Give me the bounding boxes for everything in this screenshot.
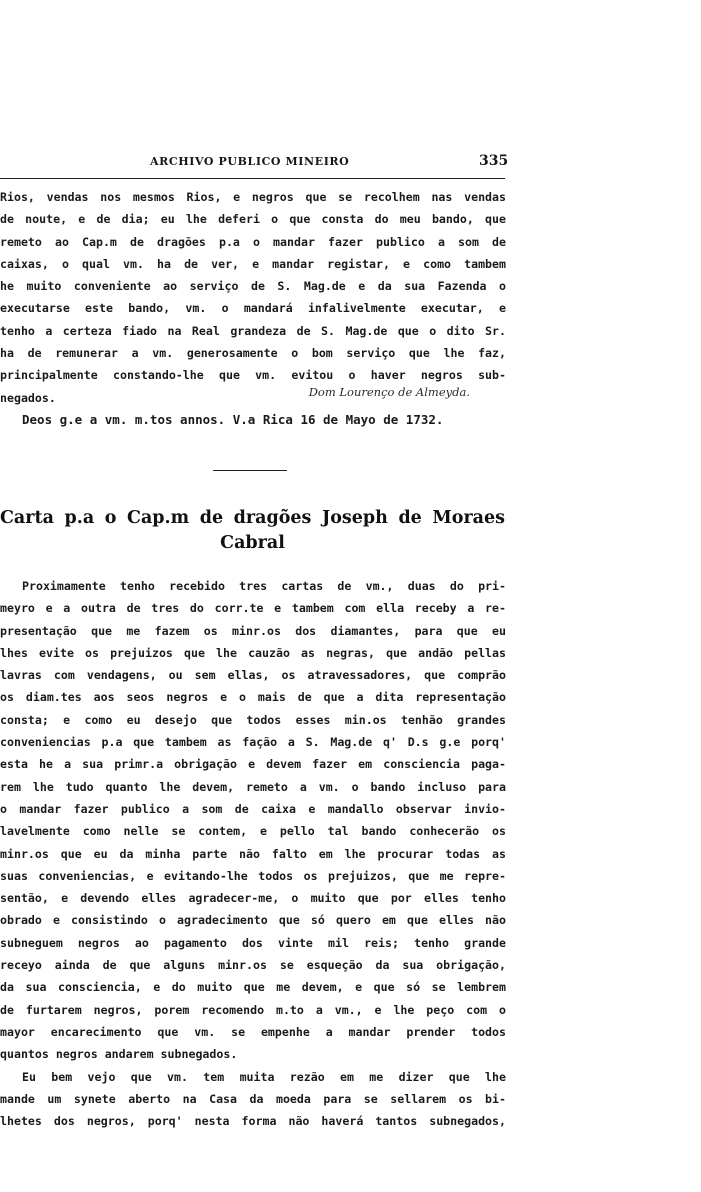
text-line: Eu bem vejo que vm. tem muita rezão em me dizer que lhe (22, 1069, 506, 1084)
text-line: meyro e a outra de tres do corr.te e tambem com ella receby a re- (0, 601, 506, 616)
text-line: o mandar fazer publico a som de caixa e mandallo observar invio- (0, 801, 506, 816)
text-line: Proximamente tenho recebido tres cartas de vm., duas do pri- (22, 579, 506, 593)
text-line: Rios, vendas nos mesmos Rios, e negros que se recolhem nas vendas (0, 190, 506, 204)
text-line: esta he a sua primr.a obrigação e devem fazer em consciencia paga- (0, 757, 506, 772)
text-line: ha de remunerar a vm. generosamente o bom serviço que lhe faz, (0, 346, 506, 361)
text-line: quantos negros andarem subnegados. (0, 1047, 238, 1062)
text-line: conveniencias p.a que tambem as fação a S. Mag.de q' D.s g.e porq' (0, 735, 506, 750)
text-line: he muito conveniente ao serviço de S. Mag.de e da sua Fazenda o (0, 279, 506, 294)
text-line: executarse este bando, vm. o mandará infalivelmente executar, e (0, 301, 506, 316)
text-line: lhes evite os prejuizos que lhe cauzão as negras, que andão pellas (0, 645, 506, 660)
text-line: lavelmente como nelle se contem, e pello tal bando conhecerão os (0, 824, 506, 839)
text-line: obrado e consistindo o agradecimento que só quero em que elles não (0, 913, 506, 928)
letter-heading-line-2: Cabral (220, 533, 285, 553)
page-number: 335 (479, 153, 509, 169)
signature: Dom Lourenço de Almeyda. (308, 385, 470, 399)
header-rule (0, 178, 505, 179)
text-line: tenho a certeza fiado na Real grandeza de S. Mag.de que o dito Sr. (0, 323, 506, 338)
text-line: suas conveniencias, e evitando-lhe todos os prejuizos, que me repre- (0, 868, 506, 883)
text-line: da sua consciencia, e do muito que me devem, e que só se lembrem (0, 980, 506, 995)
text-line: de furtarem negros, porem recomendo m.to a vm., e lhe peço com o (0, 1002, 506, 1017)
text-line: rem lhe tudo quanto lhe devem, remeto a vm. o bando incluso para (0, 779, 506, 794)
running-head (0, 153, 509, 175)
letter-heading-line-1: Carta p.a o Cap.m de dragões Joseph de Moraes (0, 508, 505, 528)
text-line: subneguem negros ao pagamento dos vinte mil reis; tenho grande (0, 935, 506, 950)
section-divider (213, 470, 287, 471)
text-line: receyo ainda de que alguns minr.os se esqueção da sua obrigação, (0, 958, 506, 973)
text-line: minr.os que eu da minha parte não falto em lhe procurar todas as (0, 846, 506, 861)
text-line: mayor encarecimento que vm. se empenhe a mandar prender todos (0, 1024, 506, 1039)
text-line: mande um synete aberto na Casa da moeda para se sellarem os bi- (0, 1091, 506, 1106)
letter-body (0, 575, 506, 1132)
text-line: consta; e como eu desejo que todos esses min.os tenhão grandes (0, 712, 506, 727)
text-line: principalmente constando-lhe que vm. evitou o haver negros sub- (0, 368, 506, 383)
letter-heading (0, 506, 505, 556)
text-line: caixas, o qual vm. ha de ver, e mandar registar, e como tambem (0, 256, 506, 271)
text-line: remeto ao Cap.m de dragões p.a o mandar fazer publico a som de (0, 234, 506, 249)
text-line: de noute, e de dia; eu lhe deferi o que consta do meu bando, que (0, 212, 506, 227)
text-line: os diam.tes aos seos negros e o mais de que a dita representação (0, 690, 506, 705)
running-head-title: ARCHIVO PUBLICO MINEIRO (150, 155, 350, 168)
text-line: negados. (0, 390, 56, 405)
text-line: presentação que me fazem os minr.os dos diamantes, para que eu (0, 623, 506, 638)
text-line: lhetes dos negros, porq' nesta forma não haverá tantos subnegados, (0, 1114, 506, 1129)
text-line: sentão, e devendo elles agradecer-me, o muito que por elles tenho (0, 891, 506, 906)
text-line: lavras com vendagens, ou sem ellas, os atravessadores, que comprão (0, 668, 506, 683)
closing-date-line: Deos g.e a vm. m.tos annos. V.a Rica 16 de Mayo de 1732. (22, 411, 444, 427)
